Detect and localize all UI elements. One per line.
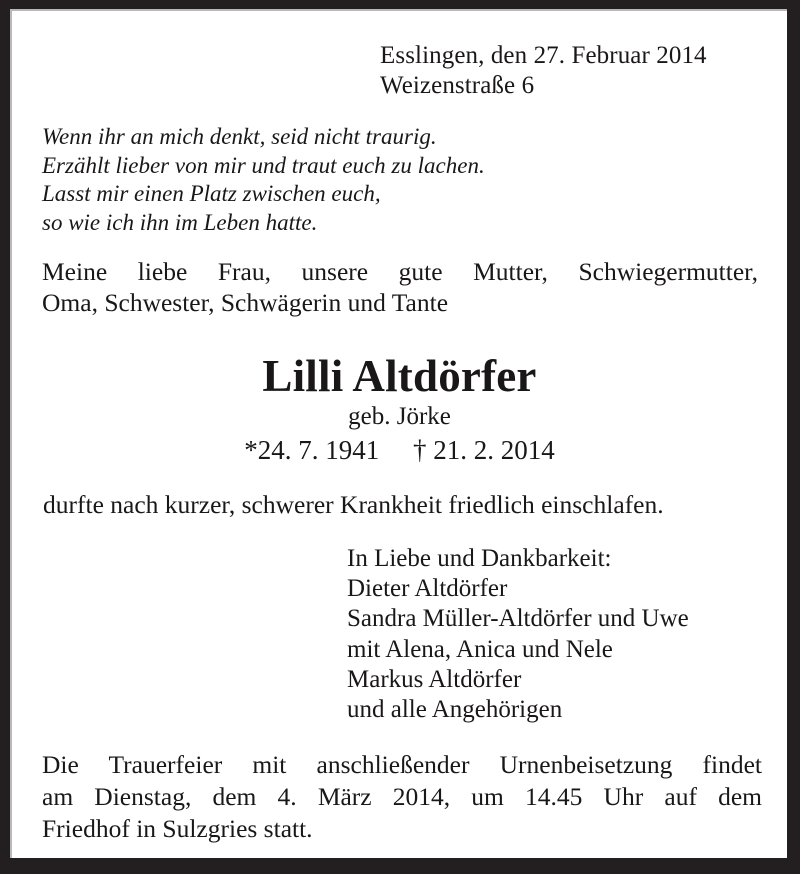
- survivor-line-3: mit Alena, Anica und Nele: [347, 635, 613, 663]
- passing-statement: durfte nach kurzer, schwerer Krankheit friedlich einschlafen.: [43, 490, 664, 519]
- verse-line-1: Wenn ihr an mich denkt, seid nicht traurig.: [42, 124, 437, 149]
- verse-line-4: so wie ich ihn im Leben hatte.: [42, 209, 318, 235]
- funeral-details: [42, 749, 762, 845]
- survivors-block: [347, 544, 689, 725]
- deceased-life-dates: *24. 7. 1941 † 21. 2. 2014: [244, 435, 555, 465]
- verse-line-3: Lasst mir einen Platz zwischen euch,: [42, 181, 381, 206]
- funeral-line-1: Die Trauerfeier mit anschließender Urnenbeisetzung findet: [42, 750, 762, 779]
- survivor-line-2: Sandra Müller-Altdörfer und Uwe: [347, 605, 689, 633]
- survivors-intro: In Liebe und Dankbarkeit:: [347, 545, 612, 572]
- survivor-line-5: und alle Angehörigen: [347, 696, 563, 724]
- place-and-date: Esslingen, den 27. Februar 2014: [380, 42, 707, 69]
- relationship-statement: [42, 256, 758, 318]
- deceased-name: Lilli Altdörfer: [262, 351, 537, 401]
- relationship-line-1: Meine liebe Frau, unsere gute Mutter, Schwiegermutter,: [42, 257, 758, 286]
- header-address-block: [380, 41, 707, 101]
- street-address: Weizenstraße 6: [380, 72, 535, 99]
- funeral-line-2: am Dienstag, dem 4. März 2014, um 14.45 Uhr auf dem: [42, 782, 762, 811]
- notice-paper: [12, 11, 787, 858]
- deceased-maiden-name: geb. Jörke: [348, 403, 451, 430]
- memorial-verse: [42, 123, 485, 237]
- survivor-line-4: Markus Altdörfer: [347, 665, 522, 693]
- relationship-line-2: Oma, Schwester, Schwägerin und Tante: [42, 288, 449, 317]
- survivor-line-1: Dieter Altdörfer: [347, 575, 508, 603]
- funeral-line-3: Friedhof in Sulzgries statt.: [42, 814, 313, 843]
- verse-line-2: Erzählt lieber von mir und traut euch zu lachen.: [42, 152, 485, 178]
- deceased-identity-block: [12, 351, 787, 466]
